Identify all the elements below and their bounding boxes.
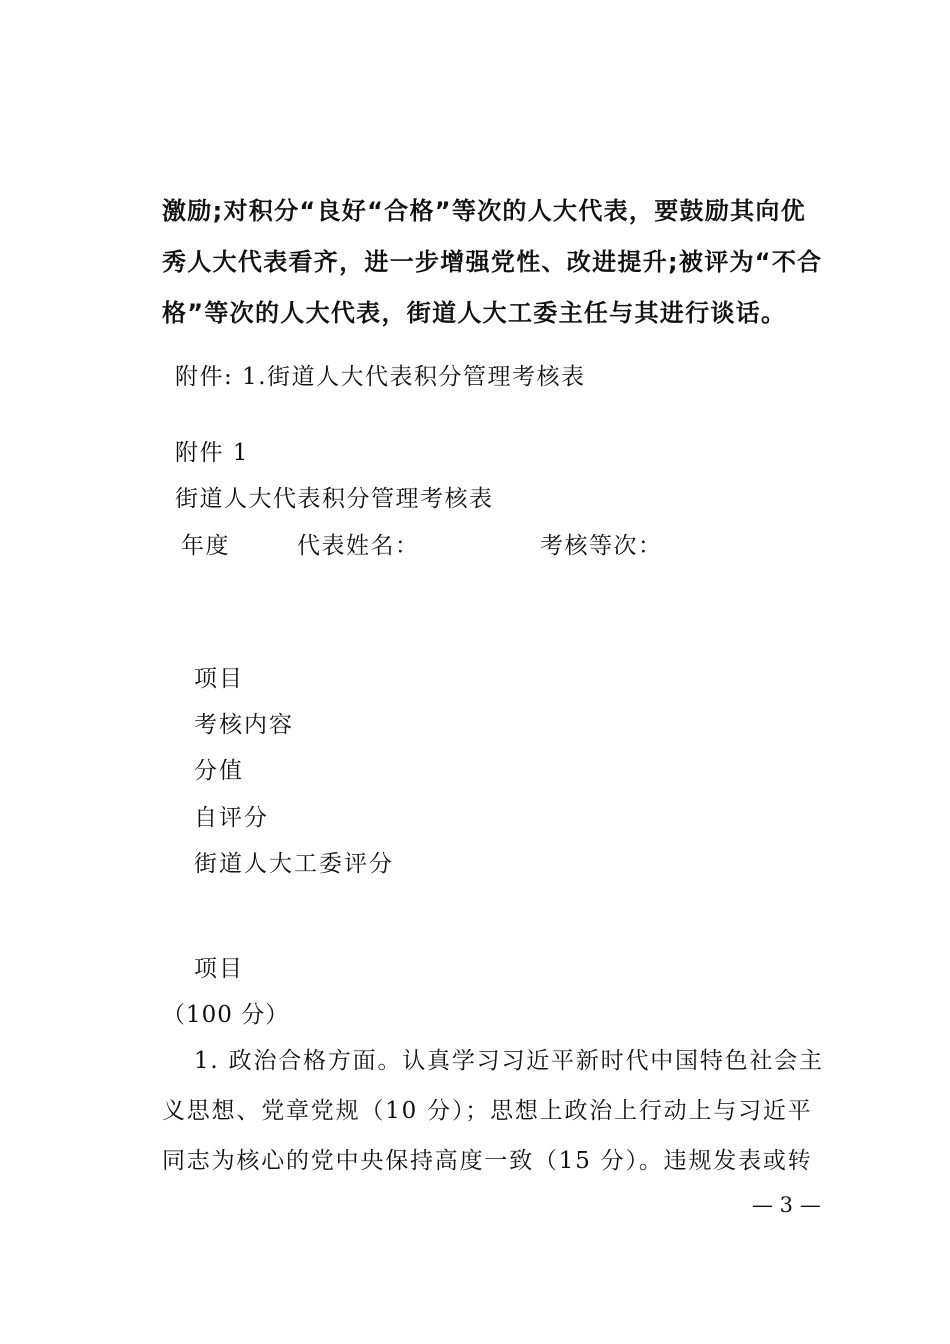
header-self-score: 自评分 — [194, 805, 269, 831]
paragraph-line: 格”等次的人大代表，街道人大工委主任与其进行谈话。 — [162, 299, 787, 327]
header-project: 项目 — [194, 666, 244, 692]
meta-year: 年度 — [181, 533, 230, 559]
header-committee-score: 街道人大工委评分 — [194, 851, 394, 877]
attachment-line: 附件: 1.街道人大代表积分管理考核表 — [175, 364, 586, 390]
row-total-score: （100 分） — [162, 1002, 290, 1028]
content-line: 1. 政治合格方面。认真学习习近平新时代中国特色社会主 — [194, 1048, 824, 1074]
paragraph-line: 激励;对积分“良好“合格”等次的人大代表，要鼓励其向优 — [162, 197, 807, 225]
row-project: 项目 — [194, 956, 244, 982]
content-line: 义思想、党章党规（10 分）；思想上政治上行动上与习近平 — [162, 1098, 813, 1124]
closing-paragraph — [162, 186, 832, 339]
meta-grade: 考核等次： — [540, 533, 663, 559]
attachment-label: 附件 1 — [175, 440, 249, 466]
page-number: — 3 — — [752, 1193, 821, 1217]
content-line: 同志为核心的党中央保持高度一致（15 分）。违规发表或转 — [162, 1148, 813, 1174]
header-content: 考核内容 — [194, 712, 294, 738]
meta-name: 代表姓名： — [297, 533, 420, 559]
paragraph-line: 秀人大代表看齐，进一步增强党性、改进提升;被评为“不合 — [162, 248, 823, 276]
table-title: 街道人大代表积分管理考核表 — [175, 486, 494, 512]
header-points: 分值 — [194, 758, 244, 784]
row-content — [162, 1036, 832, 1186]
